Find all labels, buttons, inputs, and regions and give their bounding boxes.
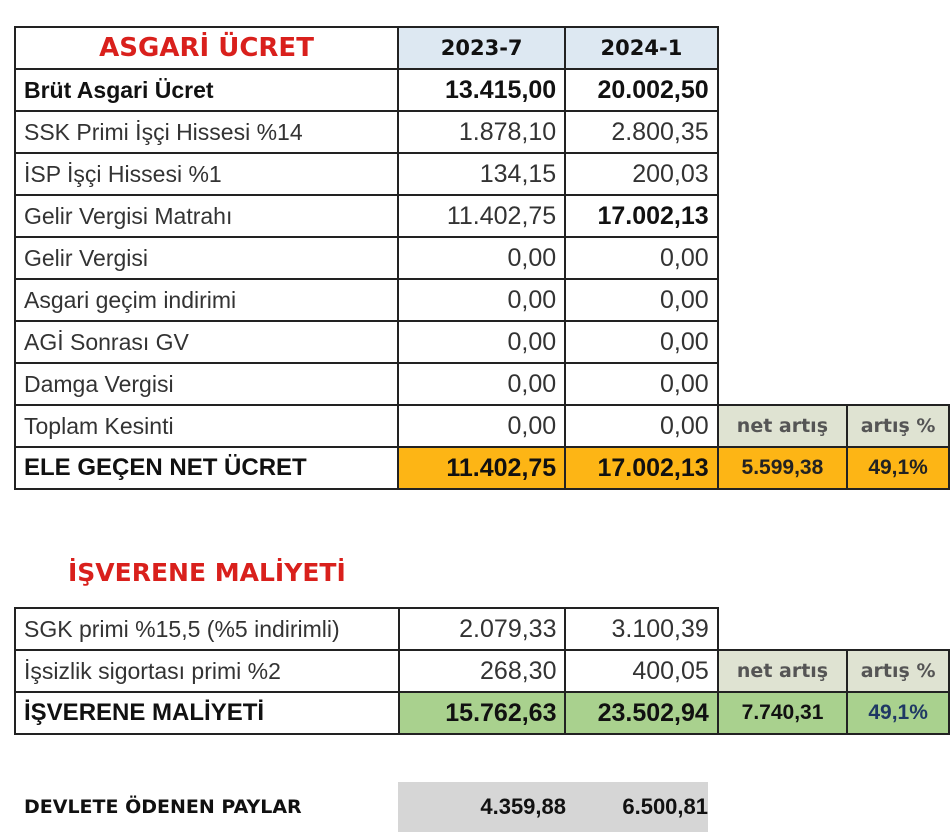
state-share-value-1: 4.359,88 xyxy=(480,794,566,819)
employer-cost-title: İŞVERENE MALİYETİ xyxy=(68,558,346,587)
row-value-1: 0,00 xyxy=(398,237,565,279)
net-increase-value: 5.599,38 xyxy=(718,447,848,489)
row-value-2: 20.002,50 xyxy=(565,69,717,111)
state-share-value-2: 6.500,81 xyxy=(622,794,708,819)
table-row xyxy=(15,608,949,650)
year-header-2: 2024-1 xyxy=(565,27,717,69)
row-value-2: 17.002,13 xyxy=(565,195,717,237)
table-row xyxy=(15,321,949,363)
row-label: Asgari geçim indirimi xyxy=(15,279,398,321)
total-label: ELE GEÇEN NET ÜCRET xyxy=(15,447,398,489)
employer-cost-table xyxy=(14,607,950,735)
table-row xyxy=(15,405,949,447)
table-title: ASGARİ ÜCRET xyxy=(15,27,398,69)
table-row xyxy=(15,650,949,692)
row-value-2: 400,05 xyxy=(565,650,717,692)
increase-percent-value: 49,1% xyxy=(847,692,949,734)
row-value-1: 268,30 xyxy=(399,650,566,692)
table-row xyxy=(15,237,949,279)
increase-percent-header: artış % xyxy=(847,650,949,692)
total-value-1: 15.762,63 xyxy=(399,692,566,734)
row-value-2: 2.800,35 xyxy=(565,111,717,153)
total-label: İŞVERENE MALİYETİ xyxy=(15,692,399,734)
row-value-1: 13.415,00 xyxy=(398,69,565,111)
increase-percent-value: 49,1% xyxy=(847,447,949,489)
minimum-wage-table xyxy=(14,26,950,490)
net-increase-value: 7.740,31 xyxy=(718,692,847,734)
row-value-2: 0,00 xyxy=(565,237,717,279)
row-value-2: 3.100,39 xyxy=(565,608,717,650)
table-row xyxy=(15,69,949,111)
row-value-1: 0,00 xyxy=(398,363,565,405)
row-value-2: 200,03 xyxy=(565,153,717,195)
total-value-2: 23.502,94 xyxy=(565,692,717,734)
row-value-2: 0,00 xyxy=(565,405,717,447)
total-value-1: 11.402,75 xyxy=(398,447,565,489)
table-row xyxy=(15,111,949,153)
employer-cost-total-row xyxy=(15,692,949,734)
row-value-1: 2.079,33 xyxy=(399,608,566,650)
row-label: SGK primi %15,5 (%5 indirimli) xyxy=(15,608,399,650)
row-label: Gelir Vergisi Matrahı xyxy=(15,195,398,237)
table-row xyxy=(15,363,949,405)
total-value-2: 17.002,13 xyxy=(565,447,717,489)
row-label: İşsizlik sigortası primi %2 xyxy=(15,650,399,692)
row-value-1: 134,15 xyxy=(398,153,565,195)
row-value-1: 0,00 xyxy=(398,321,565,363)
row-value-2: 0,00 xyxy=(565,279,717,321)
row-label: Toplam Kesinti xyxy=(15,405,398,447)
row-label: Brüt Asgari Ücret xyxy=(15,69,398,111)
table-header-row xyxy=(15,27,949,69)
row-label: İSP İşçi Hissesi %1 xyxy=(15,153,398,195)
increase-percent-header: artış % xyxy=(847,405,949,447)
row-label: Gelir Vergisi xyxy=(15,237,398,279)
row-value-2: 0,00 xyxy=(565,363,717,405)
row-value-1: 0,00 xyxy=(398,279,565,321)
row-value-2: 0,00 xyxy=(565,321,717,363)
state-share-row xyxy=(20,782,710,832)
row-label: AGİ Sonrası GV xyxy=(15,321,398,363)
year-header-1: 2023-7 xyxy=(398,27,565,69)
row-value-1: 1.878,10 xyxy=(398,111,565,153)
row-value-1: 11.402,75 xyxy=(398,195,565,237)
table-row xyxy=(15,195,949,237)
table-row xyxy=(15,153,949,195)
net-increase-header: net artış xyxy=(718,405,848,447)
row-label: Damga Vergisi xyxy=(15,363,398,405)
net-increase-header: net artış xyxy=(718,650,847,692)
row-label: SSK Primi İşçi Hissesi %14 xyxy=(15,111,398,153)
table-row xyxy=(15,279,949,321)
net-wage-total-row xyxy=(15,447,949,489)
row-value-1: 0,00 xyxy=(398,405,565,447)
state-share-label: DEVLETE ÖDENEN PAYLAR xyxy=(24,796,302,818)
